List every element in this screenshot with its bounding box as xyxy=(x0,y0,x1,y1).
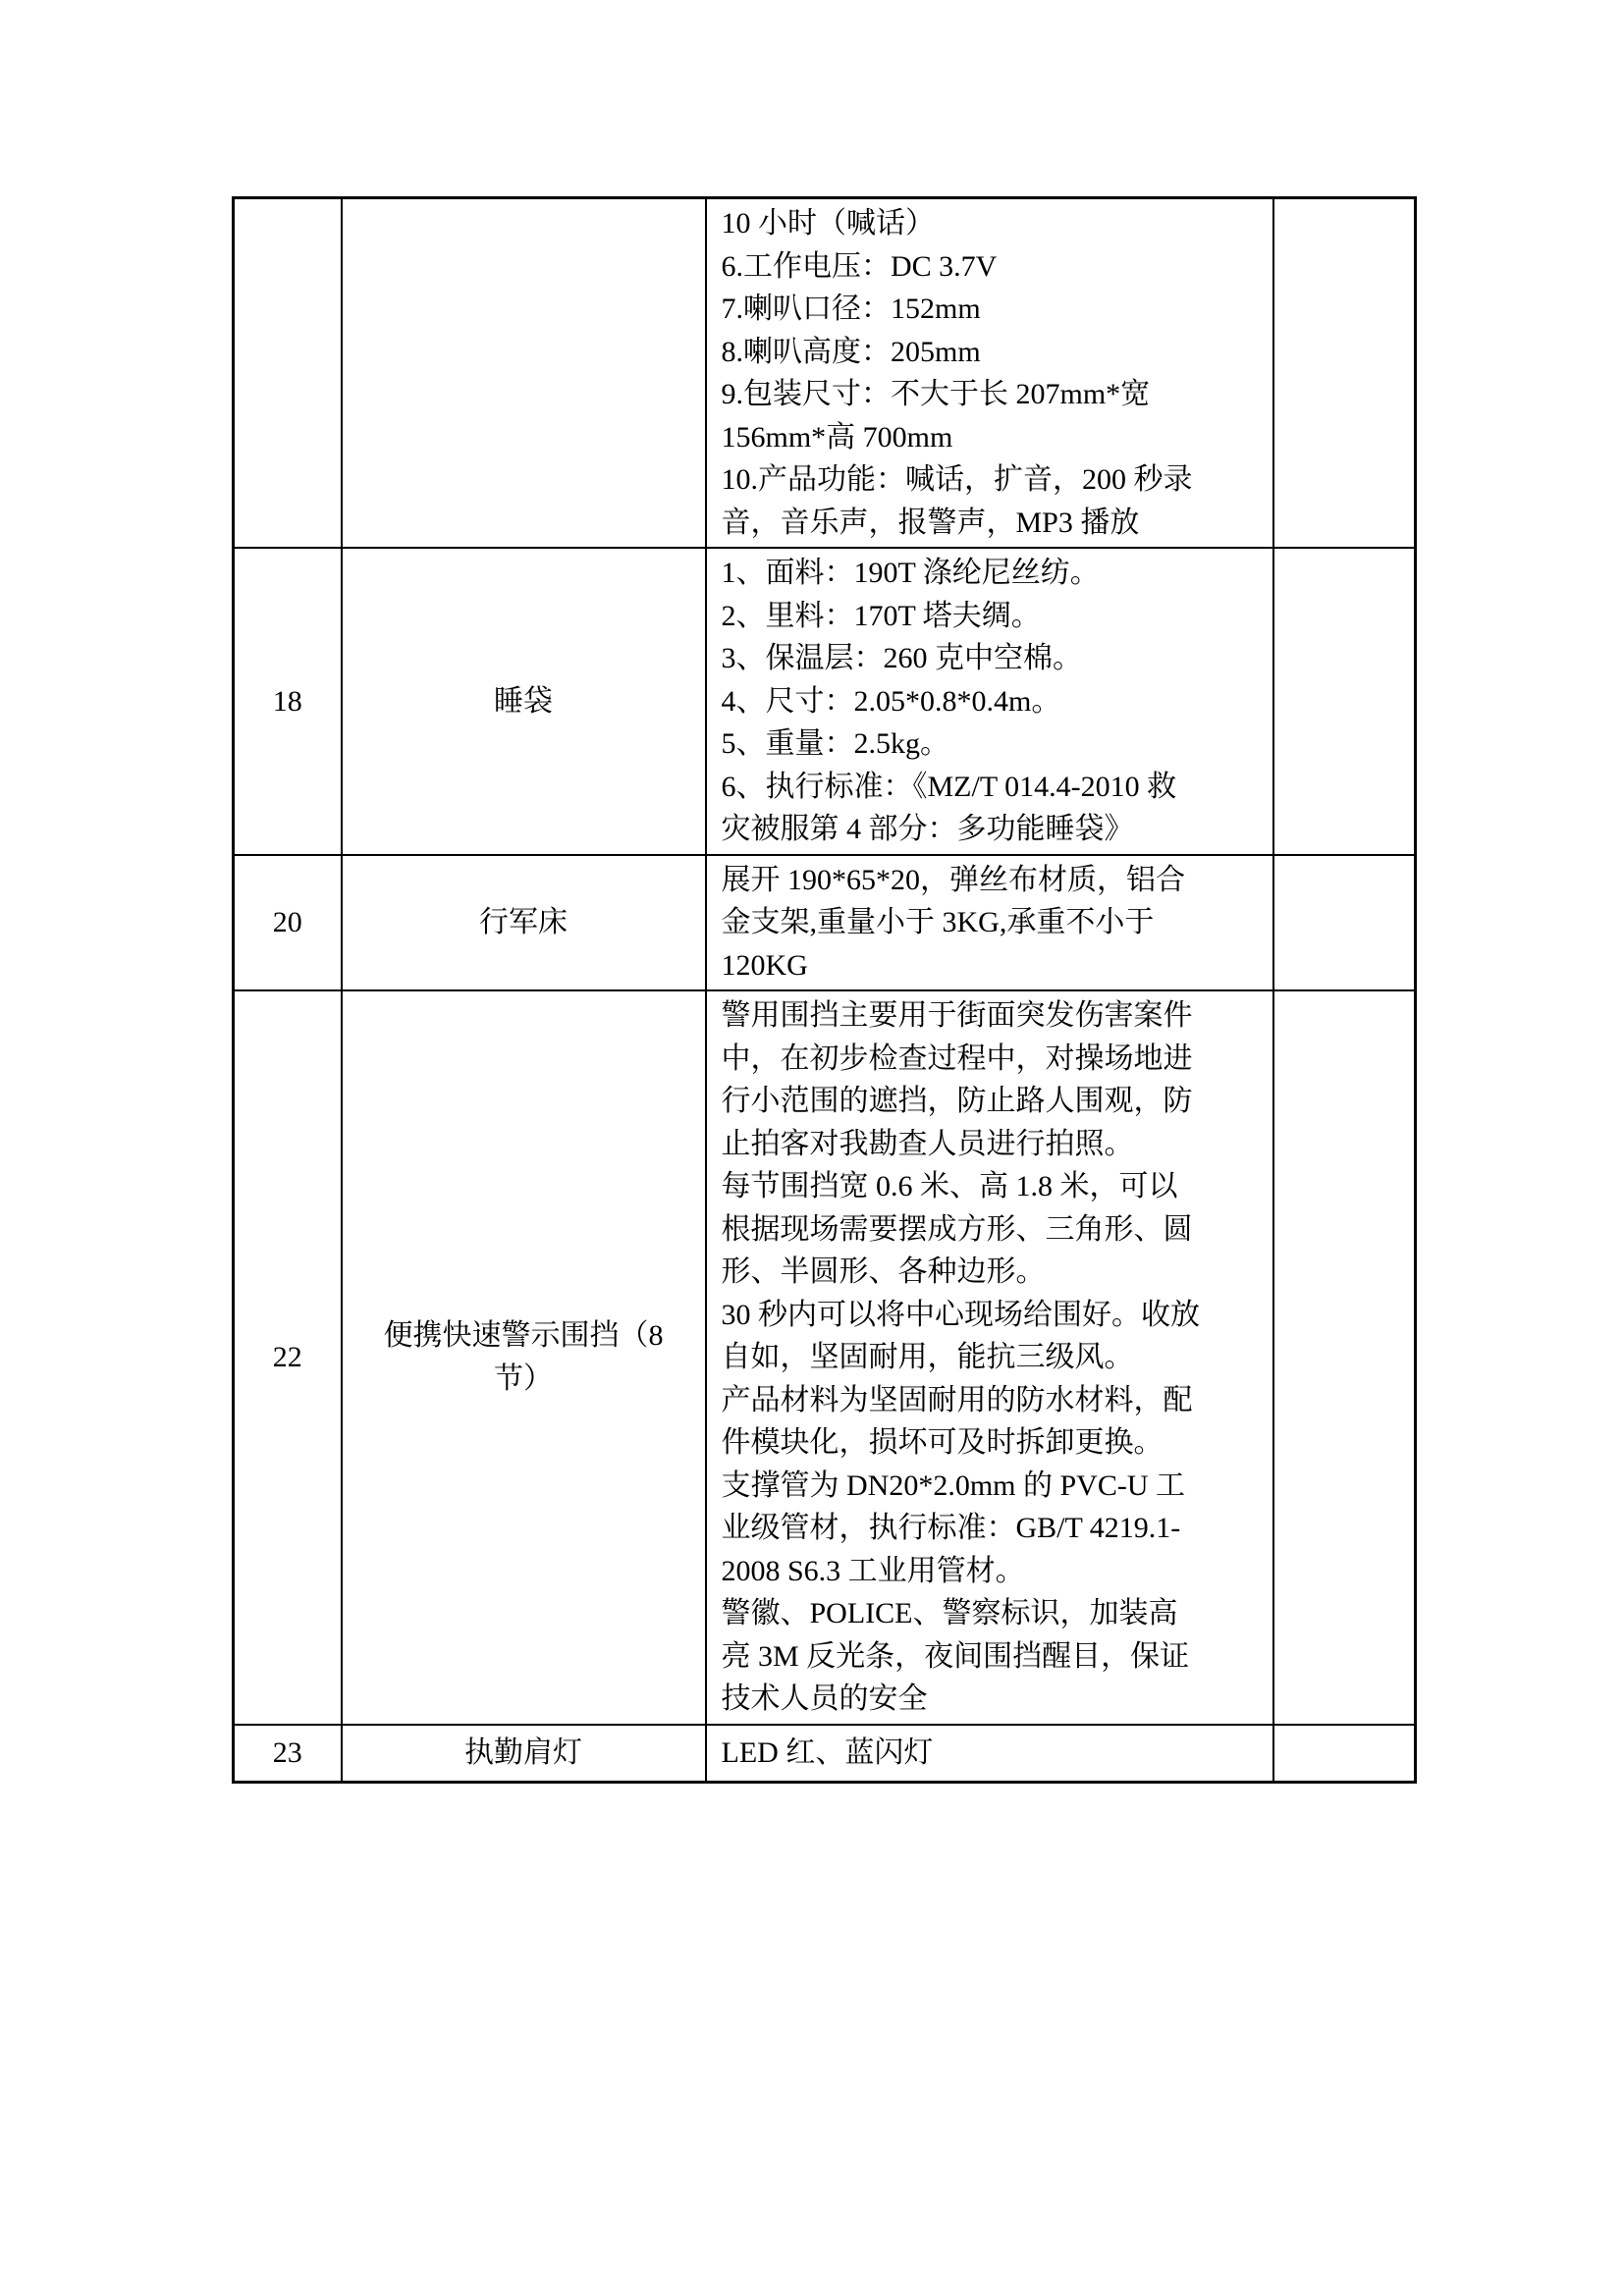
table-row-shoulder-light xyxy=(234,1725,1416,1783)
remark-cell xyxy=(1273,198,1416,549)
spec-line: 5、重量：2.5kg。 xyxy=(721,727,949,760)
table-row-megaphone-continued xyxy=(234,198,1416,549)
equipment-spec-table xyxy=(232,196,1417,1784)
table-row-warning-barrier xyxy=(234,990,1416,1725)
item-name-cell: 睡袋 xyxy=(342,548,706,855)
item-number-cell: 18 xyxy=(234,548,342,855)
spec-line: 支撑管为 DN20*2.0mm 的 PVC-U 工业级管材，执行标准：GB/T 4219.1-2008 S6.3 工业用管材。 xyxy=(721,1468,1186,1587)
item-number-cell: 23 xyxy=(234,1725,342,1783)
remark-cell xyxy=(1273,990,1416,1725)
remark-cell xyxy=(1273,548,1416,855)
remark-cell xyxy=(1273,855,1416,991)
item-number-cell xyxy=(234,198,342,549)
item-name-cell: 便携快速警示围挡（8节） xyxy=(342,990,706,1725)
spec-line: 10 小时（喊话） xyxy=(721,207,935,240)
spec-line: 1、面料：190T 涤纶尼丝纺。 xyxy=(721,557,1100,589)
spec-line: 9.包装尺寸：不大于长 207mm*宽 156mm*高 700mm xyxy=(721,378,1151,454)
table-row-sleeping-bag xyxy=(234,548,1416,855)
spec-line: 8.喇叭高度：205mm xyxy=(721,335,981,368)
spec-line: 产品材料为坚固耐用的防水材料，配件模块化，损坏可及时拆卸更换。 xyxy=(721,1383,1193,1459)
item-spec-cell xyxy=(706,198,1273,549)
item-name-cell: 执勤肩灯 xyxy=(342,1725,706,1783)
spec-line: 3、保温层：260 克中空棉。 xyxy=(721,642,1082,674)
spec-line: 4、尺寸：2.05*0.8*0.4m。 xyxy=(721,684,1061,718)
item-number-cell: 20 xyxy=(234,855,342,991)
item-name-cell xyxy=(342,198,706,549)
item-spec-cell xyxy=(706,855,1273,991)
spec-line: 10.产品功能：喊话，扩音，200 秒录音，音乐声，报警声，MP3 播放 xyxy=(721,463,1193,539)
spec-line: 7.喇叭口径：152mm xyxy=(721,293,981,325)
item-spec-cell xyxy=(706,990,1273,1725)
spec-line: 6.工作电压：DC 3.7V xyxy=(721,249,998,283)
item-number-cell: 22 xyxy=(234,990,342,1725)
spec-line: 6、执行标准：《MZ/T 014.4-2010 救灾被服第 4 部分：多功能睡袋》 xyxy=(721,770,1177,845)
remark-cell xyxy=(1273,1725,1416,1783)
spec-line: 警用围挡主要用于街面突发伤害案件中，在初步检查过程中，对操场地进行小范围的遮挡，防止路人围观，防止拍客对我勘查人员进行拍照。 xyxy=(721,999,1193,1160)
item-name-cell: 行军床 xyxy=(342,855,706,991)
item-spec-cell xyxy=(706,548,1273,855)
spec-line: 30 秒内可以将中心现场给围好。收放自如，坚固耐用，能抗三级风。 xyxy=(721,1298,1200,1373)
table-row-camp-bed xyxy=(234,855,1416,991)
spec-line: 2、里料：170T 塔夫绸。 xyxy=(721,599,1041,632)
spec-line: 每节围挡宽 0.6 米、高 1.8 米，可以根据现场需要摆成方形、三角形、圆形、半圆形、各种边形。 xyxy=(721,1170,1193,1288)
item-spec-cell xyxy=(706,1725,1273,1783)
spec-line: 警徽、POLICE、警察标识，加装高亮 3M 反光条，夜间围挡醒目，保证技术人员的安全 xyxy=(721,1597,1190,1715)
spec-line: 展开 190*65*20，弹丝布材质，铝合金支架,重量小于 3KG,承重不小于 120KG xyxy=(721,863,1185,982)
spec-line: LED 红、蓝闪灯 xyxy=(721,1736,934,1769)
